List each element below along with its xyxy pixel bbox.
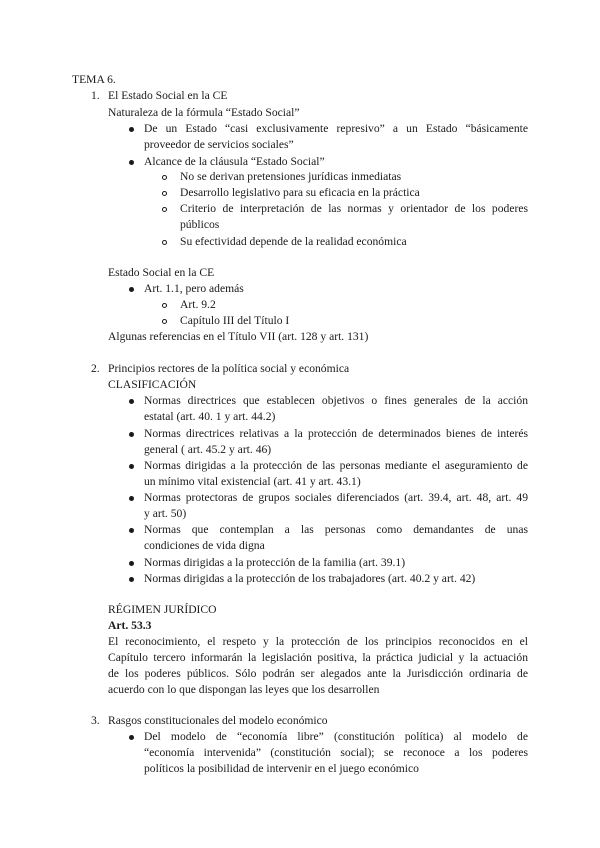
section-2-number: 2.	[91, 362, 100, 375]
paragraph-line: acuerdo con lo que dispongan las leyes que los desarrollen	[108, 683, 380, 696]
references-line: Algunas referencias en el Título VII (art. 128 y art. 131)	[108, 330, 369, 343]
classification-heading: CLASIFICACIÓN	[108, 378, 197, 391]
bullet-icon	[129, 528, 134, 533]
circle-bullet-icon	[162, 303, 167, 308]
document-title: TEMA 6.	[72, 73, 116, 86]
bullet-icon	[129, 287, 134, 292]
paragraph-line: de los poderes públicos. Sólo podrán ser alegados ante la Jurisdicción ordinaria de	[108, 667, 528, 680]
bullet-icon	[129, 127, 134, 132]
sub-list-item: Desarrollo legislativo para su eficacia en la práctica	[180, 186, 420, 199]
list-item: Normas dirigidas a la protección de la familia (art. 39.1)	[144, 556, 406, 569]
bullet-icon	[129, 399, 134, 404]
bullet-icon	[129, 464, 134, 469]
paragraph-line: El reconocimiento, el respeto y la protección de los principios reconocidos en el	[108, 635, 528, 648]
bullet-icon	[129, 577, 134, 582]
section-1-number: 1.	[91, 89, 100, 102]
list-item-line: proveedor de servicios sociales”	[144, 138, 294, 151]
section-2-heading: Principios rectores de la política social y económica	[108, 362, 350, 375]
list-item-line: general ( art. 45.2 y art. 46)	[144, 443, 272, 456]
list-item: Art. 1.1, pero además	[144, 282, 244, 295]
circle-bullet-icon	[162, 207, 167, 212]
list-item-line: Normas dirigidas a la protección de las personas mediante el aseguramiento de	[144, 459, 528, 472]
circle-bullet-icon	[162, 240, 167, 245]
list-item-line: “economía intervenida” (constitución social); se reconoce a los poderes	[144, 746, 528, 759]
section-3-heading: Rasgos constitucionales del modelo económico	[108, 714, 328, 727]
list-item-line: De un Estado “casi exclusivamente represivo” a un Estado “básicamente	[144, 122, 528, 135]
paragraph-line: Capítulo tercero informarán la legislación positiva, la práctica judicial y la actuación	[108, 651, 528, 664]
sub-list-item: No se derivan pretensiones jurídicas inmediatas	[180, 170, 402, 183]
section-1-subheading-2: Estado Social en la CE	[108, 266, 215, 279]
bullet-icon	[129, 432, 134, 437]
sub-list-item: Su efectividad depende de la realidad económica	[180, 235, 407, 248]
bullet-icon	[129, 496, 134, 501]
list-item-line: estatal (art. 40. 1 y art. 44.2)	[144, 410, 276, 423]
list-item-line: Del modelo de “economía libre” (constitución política) al modelo de	[144, 730, 528, 743]
sub-list-item: Capítulo III del Título I	[180, 314, 290, 327]
circle-bullet-icon	[162, 319, 167, 324]
bullet-icon	[129, 160, 134, 165]
sub-list-item-line: Criterio de interpretación de las normas y orientador de los poderes	[180, 202, 528, 215]
list-item: Normas dirigidas a la protección de los trabajadores (art. 40.2 y art. 42)	[144, 572, 476, 585]
list-item-line: y art. 50)	[144, 507, 187, 520]
list-item-line: Normas directrices que establecen objetivos o fines generales de la acción	[144, 394, 528, 407]
sub-list-item-line: públicos	[180, 218, 220, 231]
regimen-heading: RÉGIMEN JURÍDICO	[108, 603, 217, 616]
list-item-line: políticos la posibilidad de intervenir en el juego económico	[144, 762, 419, 775]
list-item: Alcance de la cláusula “Estado Social”	[144, 155, 325, 168]
list-item-line: condiciones de vida digna	[144, 539, 265, 552]
sub-list-item: Art. 9.2	[180, 298, 216, 311]
list-item-line: un mínimo vital existencial (art. 41 y art. 43.1)	[144, 475, 361, 488]
section-1-subheading: Naturaleza de la fórmula “Estado Social”	[108, 106, 300, 119]
list-item-line: Normas directrices relativas a la protección de determinados bienes de interés	[144, 427, 528, 440]
section-3-number: 3.	[91, 714, 100, 727]
circle-bullet-icon	[162, 191, 167, 196]
circle-bullet-icon	[162, 175, 167, 180]
list-item-line: Normas protectoras de grupos sociales diferenciados (art. 39.4, art. 48, art. 49	[144, 491, 528, 504]
article-heading: Art. 53.3	[108, 619, 152, 632]
list-item-line: Normas que contemplan a las personas como demandantes de unas	[144, 523, 528, 536]
section-1-heading: El Estado Social en la CE	[108, 89, 228, 102]
bullet-icon	[129, 561, 134, 566]
bullet-icon	[129, 735, 134, 740]
